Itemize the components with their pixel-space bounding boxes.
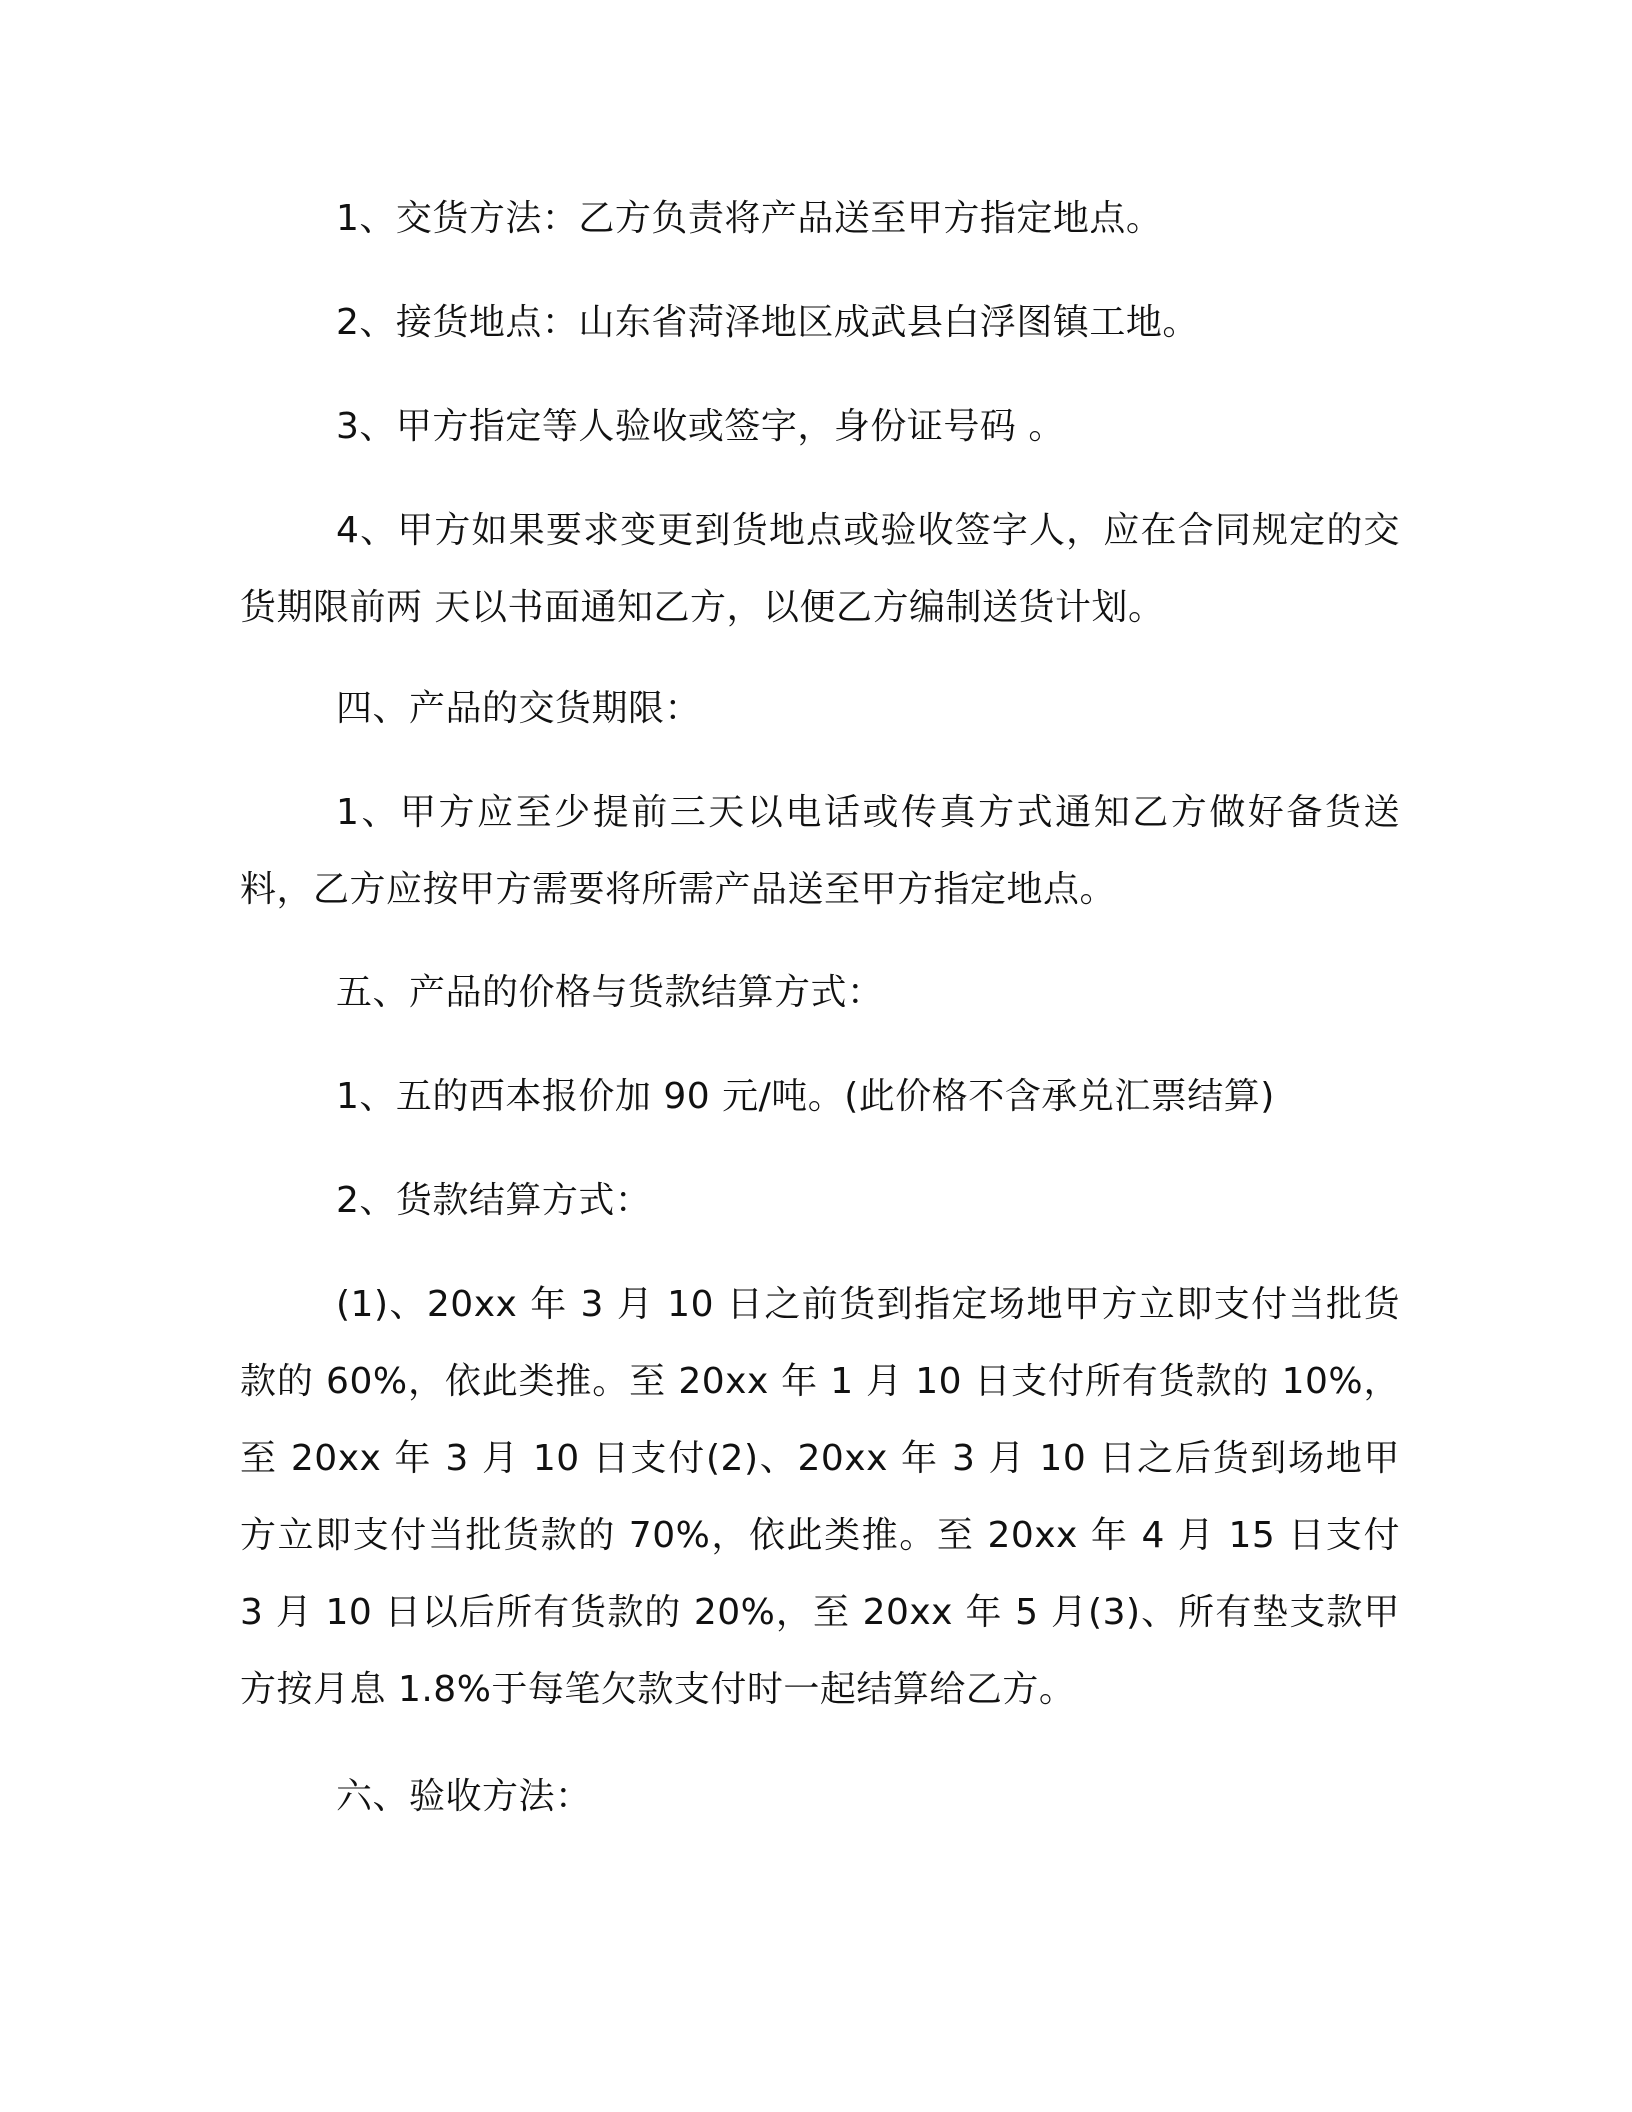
paragraph-receiving-location: 2、接货地点：山东省菏泽地区成武县白浮图镇工地。	[336, 302, 1199, 343]
section-heading-price-settlement: 五、产品的价格与货款结算方式：	[336, 972, 884, 1013]
paragraph-delivery-method: 1、交货方法：乙方负责将产品送至甲方指定地点。	[336, 198, 1163, 239]
paragraph-settlement-method: 2、货款结算方式：	[336, 1180, 652, 1221]
paragraph-change-notice: 4、甲方如果要求变更到货地点或验收签字人，应在合同规定的交货期限前两 天以书面通知乙方，以便乙方编制送货计划。	[240, 510, 1400, 628]
paragraph-payment-schedule: (1)、20xx 年 3 月 10 日之前货到指定场地甲方立即支付当批货款的 60%，依此类推。至 20xx 年 1 月 10 日支付所有货款的 10%，至 20xx 年 3 月 10 日支付(2)、20xx 年 3 月 10 日之后货到场地甲方立即支付当批货款的 70%，依此类推。至 20xx 年 4 月 15 日支付 3 月 10 日以后所有货款的 20%，至 20xx 年 5 月(3)、所有垫支款甲方按月息 1.8%于每笔欠款支付时一起结算给乙方。	[240, 1284, 1400, 1710]
section-heading-acceptance-method: 六、验收方法：	[336, 1776, 592, 1817]
paragraph-price: 1、五的西本报价加 90 元/吨。(此价格不含承兑汇票结算)	[336, 1076, 1275, 1117]
section-heading-delivery-period: 四、产品的交货期限：	[336, 688, 702, 729]
paragraph-designated-signer: 3、甲方指定等人验收或签字，身份证号码 。	[336, 406, 1065, 447]
paragraph-advance-notice: 1、甲方应至少提前三天以电话或传真方式通知乙方做好备货送料，乙方应按甲方需要将所需产品送至甲方指定地点。	[240, 792, 1400, 910]
